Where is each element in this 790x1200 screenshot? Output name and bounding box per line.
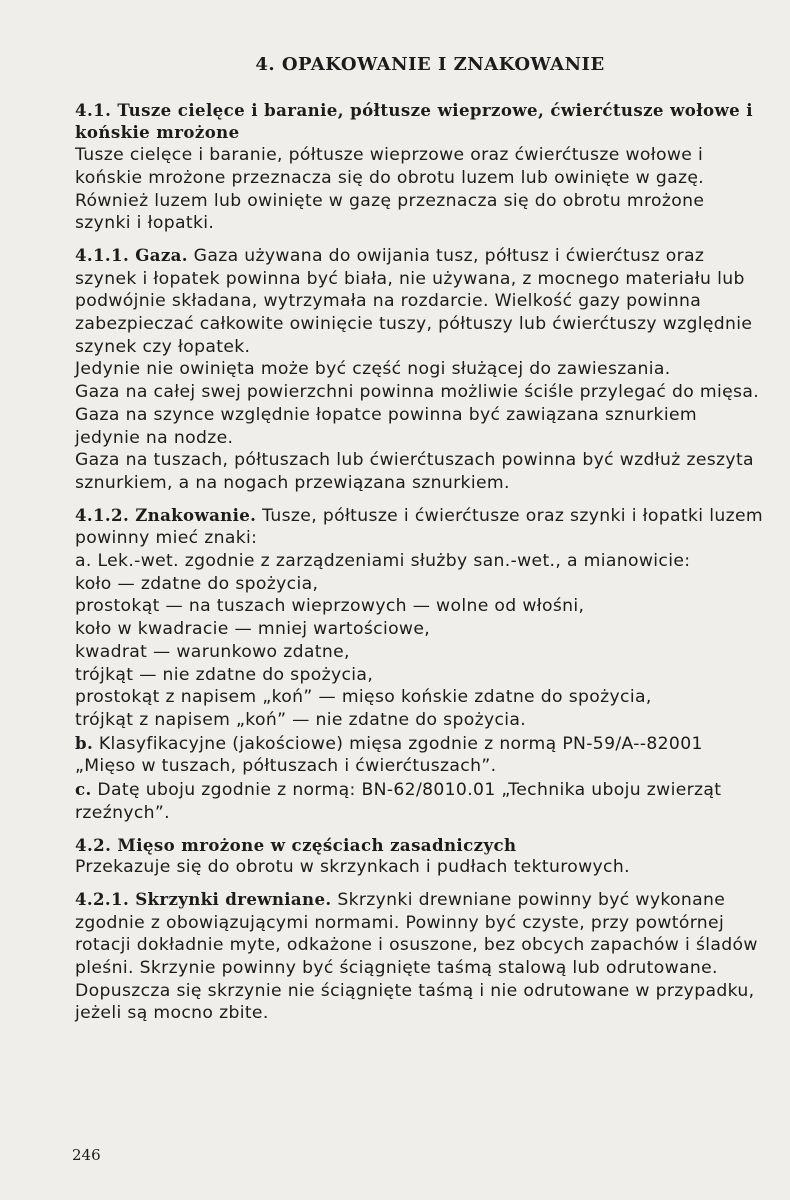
mark-item: koło w kwadracie — mniej wartościowe, [75, 619, 431, 640]
section-4-1-2-heading: 4.1.2. Znakowanie. [75, 504, 257, 525]
mark-item: koło — zdatne do spożycia, [75, 573, 319, 594]
mark-item: kwadrat — warunkowo zdatne, [75, 641, 350, 662]
paragraph: Również luzem lub owinięte w gazę przeznacza się do obrotu mrożone szynki i łopatki. [75, 190, 705, 234]
section-4-2-1-heading: 4.2.1. Skrzynki drewniane. [75, 888, 332, 909]
list-text-b: Klasyfikacyjne (jakościowe) mięsa zgodnie z normą PN-59/A--82001 „Mięso w tuszach, półtuszach i ćwierćtuszach”. [75, 733, 703, 777]
paragraph: Jedynie nie owinięta może być część nogi służącej do zawieszania. [75, 359, 671, 380]
mark-item: prostokąt z napisem „koń” — mięso końskie zdatne do spożycia, [75, 687, 652, 708]
paragraph-text: Tusze, półtusze i ćwierćtusze oraz szynki i łopatki luzem powinny mieć znaki: [75, 505, 764, 549]
paragraph: Gaza na całej swej powierzchni powinna możliwie ściśle przylegać do mięsa. [75, 382, 760, 403]
paragraph: Przekazuje się do obrotu w skrzynkach i pudłach tekturowych. [75, 857, 630, 878]
paragraph-text: Gaza używana do owijania tusz, półtusz i ćwierćtusz oraz szynek i łopatek powinna być biała, nie używana, z mocnego materiału lub podwójnie składana, wytrzymała na rozdarcie. Wielkość gazy powinna zabezpieczać całkowite owinięcie tuszy, półtuszy lub ćwierćtuszy względnie szynek czy łopatek. [75, 245, 753, 357]
chapter-title: 4. OPAKOWANIE I ZNAKOWANIE [255, 54, 605, 75]
list-label-c: c. [75, 779, 92, 800]
mark-item: prostokąt — na tuszach wieprzowych — wolne od włośni, [75, 596, 585, 617]
paragraph [75, 888, 765, 1025]
paragraph [75, 244, 765, 359]
section-4-1-1 [75, 244, 765, 495]
paragraph: Gaza na szynce względnie łopatce powinna być zawiązana sznurkiem jedynie na nodze. [75, 404, 697, 448]
page-number: 246 [72, 1146, 101, 1164]
list-item-b [75, 732, 765, 778]
section-4-2 [75, 834, 765, 879]
section-4-1 [75, 99, 765, 235]
list-item-c [75, 778, 765, 824]
paragraph: Tusze cielęce i baranie, półtusze wieprzowe oraz ćwierćtusze wołowe i końskie mrożone przeznacza się do obrotu luzem lub owinięte w gazę. [75, 145, 705, 188]
list-label-b: b. [75, 732, 94, 753]
paragraph-text: Skrzynki drewniane powinny być wykonane zgodnie z obowiązującymi normami. Powinny być czyste, przy powtórnej rotacji dokładnie myte, odkażone i osuszone, bez obcych zapachów i śladów pleśni. Skrzynie powinny być ściągnięte taśmą stalową lub odrutowane. Dopuszcza się skrzynie nie ściągnięte taśmą i nie odrutowane w przypadku, jeżeli są mocno zbite. [75, 889, 758, 1024]
section-4-1-2 [75, 504, 765, 825]
section-4-1-heading: 4.1. Tusze cielęce i baranie, półtusze wieprzowe, ćwierćtusze wołowe i końskie mrożone [75, 99, 753, 143]
section-4-2-1 [75, 888, 765, 1025]
mark-item: trójkąt z napisem „koń” — nie zdatne do spożycia. [75, 709, 527, 730]
list-item-a: a. Lek.-wet. zgodnie z zarządzeniami służby san.-wet., a mianowicie: [75, 551, 691, 572]
section-4-2-heading: 4.2. Mięso mrożone w częściach zasadniczych [75, 834, 517, 855]
paragraph: Gaza na tuszach, półtuszach lub ćwierćtuszach powinna być wzdłuż zeszyta sznurkiem, a na nogach przewiązana sznurkiem. [75, 450, 754, 493]
document-page [75, 54, 765, 1025]
paragraph [75, 504, 765, 550]
section-4-1-1-heading: 4.1.1. Gaza. [75, 244, 188, 265]
mark-item: trójkąt — nie zdatne do spożycia, [75, 664, 374, 685]
list-text-c: Datę uboju zgodnie z normą: BN-62/8010.01 „Technika uboju zwierząt rzeźnych”. [75, 780, 722, 823]
